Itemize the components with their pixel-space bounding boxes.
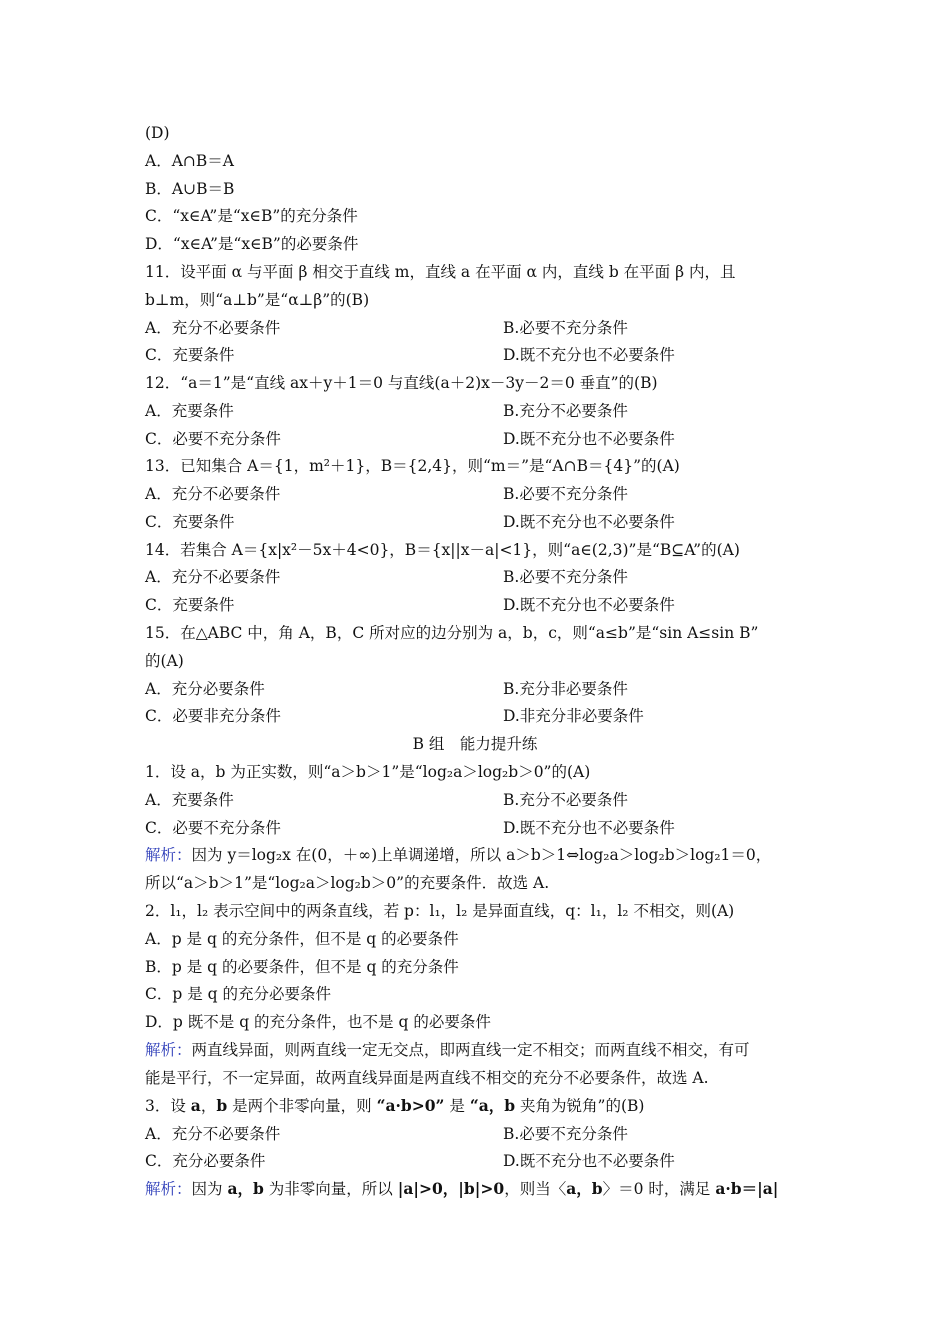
q10-answer: (D)	[145, 124, 170, 142]
b3-exp-pre: 因为	[191, 1180, 228, 1198]
b1-option-a: A．充要条件	[145, 791, 234, 809]
q15-option-c: C．必要非充分条件	[145, 707, 281, 725]
b1-option-c: C．必要不充分条件	[145, 819, 281, 837]
b3-exp-vectors-2: a，b	[566, 1179, 603, 1198]
b3-exp-post: ，则当〈	[504, 1180, 567, 1198]
q12-option-c: C．必要不充分条件	[145, 430, 281, 448]
b3-exp-end: a·b＝|a|	[715, 1179, 779, 1198]
q12-option-a: A．充要条件	[145, 402, 234, 420]
b3-exp-vectors: a，b	[227, 1179, 264, 1198]
b2-option-d: D．p 既不是 q 的充分条件，也不是 q 的必要条件	[145, 1013, 491, 1031]
b3-stem-mid: ，	[200, 1097, 217, 1115]
q10-option-b: B．A∪B＝B	[145, 180, 235, 198]
q10-option-d: D．“x∈A”是“x∈B”的必要条件	[145, 235, 359, 253]
q11-option-d: D.既不充分也不必要条件	[503, 346, 675, 364]
b3-option-a: A．充分不必要条件	[145, 1125, 281, 1143]
analysis-label: 解析：	[145, 846, 192, 864]
q15-stem-2: 的(A)	[145, 652, 184, 670]
q13-option-c: C．充要条件	[145, 513, 235, 531]
q14-stem: 14．若集合 A＝{x|x²－5x＋4<0}，B＝{x||x－a|<1}，则“a∈(2,3)”是“B⊆A”的(A)	[145, 541, 740, 559]
q11-stem-1: 11．设平面 α 与平面 β 相交于直线 m，直线 a 在平面 α 内，直线 b 在平面 β 内，且	[145, 263, 736, 281]
q13-option-d: D.既不充分也不必要条件	[503, 513, 675, 531]
b1-explanation-2: 所以“a＞b＞1”是“log₂a＞log₂b＞0”的充要条件．故选 A.	[145, 874, 550, 892]
q13-option-b: B.必要不充分条件	[503, 485, 628, 503]
b2-option-b: B．p 是 q 的必要条件，但不是 q 的充分条件	[145, 958, 459, 976]
b2-explanation-1	[145, 1040, 825, 1060]
q12-option-b: B.充分不必要条件	[503, 402, 628, 420]
q12-stem: 12．“a＝1”是“直线 ax＋y＋1＝0 与直线(a＋2)x－3y－2＝0 垂直”的(B)	[145, 374, 658, 392]
q14-option-d: D.既不充分也不必要条件	[503, 596, 675, 614]
b3-exp-post2: 〉＝0 时，满足	[602, 1180, 716, 1198]
q10-option-a: A．A∩B＝A	[145, 152, 234, 170]
analysis-label: 解析：	[145, 1180, 192, 1198]
b3-stem-pre: 3．设	[145, 1097, 191, 1115]
b3-option-b: B.必要不充分条件	[503, 1125, 628, 1143]
b3-exp-mid: 为非零向量，所以	[263, 1180, 398, 1198]
b3-stem	[145, 1096, 825, 1116]
q15-option-d: D.非充分非必要条件	[503, 707, 644, 725]
b1-exp-text-1: 因为 y＝log₂x 在(0，＋∞)上单调递增，所以 a＞b＞1⇔log₂a＞log₂b＞log₂1＝0，	[191, 846, 772, 864]
b3-exp-magnitudes: |a|>0，|b|>0	[397, 1179, 505, 1198]
b3-stem-post1: 是两个非零向量，则	[227, 1097, 377, 1115]
b2-option-c: C．p 是 q 的充分必要条件	[145, 985, 331, 1003]
q15-option-a: A．充分必要条件	[145, 680, 265, 698]
b3-stem-post2: 是	[444, 1097, 470, 1115]
q13-option-a: A．充分不必要条件	[145, 485, 281, 503]
b1-stem: 1．设 a，b 为正实数，则“a＞b＞1”是“log₂a＞log₂b＞0”的(A)	[145, 763, 591, 781]
b3-condition-1: “a·b>0”	[376, 1096, 445, 1115]
b1-option-b: B.充分不必要条件	[503, 791, 628, 809]
b3-option-d: D.既不充分也不必要条件	[503, 1152, 675, 1170]
b3-explanation-1	[145, 1179, 825, 1199]
q13-stem: 13．已知集合 A＝{1，m²＋1}，B＝{2,4}，则“m＝”是“A∩B＝{4}”的(A)	[145, 457, 680, 475]
q14-option-c: C．充要条件	[145, 596, 235, 614]
q14-option-a: A．充分不必要条件	[145, 568, 281, 586]
q11-option-c: C．充要条件	[145, 346, 235, 364]
b3-vector-b: b	[216, 1096, 228, 1115]
b2-stem: 2．l₁，l₂ 表示空间中的两条直线，若 p：l₁，l₂ 是异面直线，q：l₁，l₂ 不相交，则(A)	[145, 902, 735, 920]
b2-exp-text-1: 两直线异面，则两直线一定无交点，即两直线一定不相交；而两直线不相交，有可	[191, 1041, 750, 1059]
q15-stem-1: 15．在△ABC 中，角 A，B，C 所对应的边分别为 a，b，c，则“a≤b”是“sin A≤sin B”	[145, 624, 759, 642]
b3-vector-a: a	[190, 1096, 201, 1115]
analysis-label: 解析：	[145, 1041, 192, 1059]
section-b-heading: B 组 能力提升练	[412, 735, 538, 753]
b3-condition-2: “a，b	[469, 1096, 516, 1115]
b1-explanation-1	[145, 845, 825, 865]
q14-option-b: B.必要不充分条件	[503, 568, 628, 586]
q11-stem-2: b⊥m，则“a⊥b”是“α⊥β”的(B)	[145, 291, 370, 309]
b1-option-d: D.既不充分也不必要条件	[503, 819, 675, 837]
b2-explanation-2: 能是平行，不一定异面，故两直线异面是两直线不相交的充分不必要条件，故选 A.	[145, 1069, 709, 1087]
b3-option-c: C．充分必要条件	[145, 1152, 266, 1170]
q11-option-a: A．充分不必要条件	[145, 319, 281, 337]
q11-option-b: B.必要不充分条件	[503, 319, 628, 337]
b3-stem-post3: 夹角为锐角”的(B)	[515, 1097, 645, 1115]
q10-option-c: C．“x∈A”是“x∈B”的充分条件	[145, 207, 358, 225]
q12-option-d: D.既不充分也不必要条件	[503, 430, 675, 448]
q15-option-b: B.充分非必要条件	[503, 680, 628, 698]
b2-option-a: A．p 是 q 的充分条件，但不是 q 的必要条件	[145, 930, 459, 948]
